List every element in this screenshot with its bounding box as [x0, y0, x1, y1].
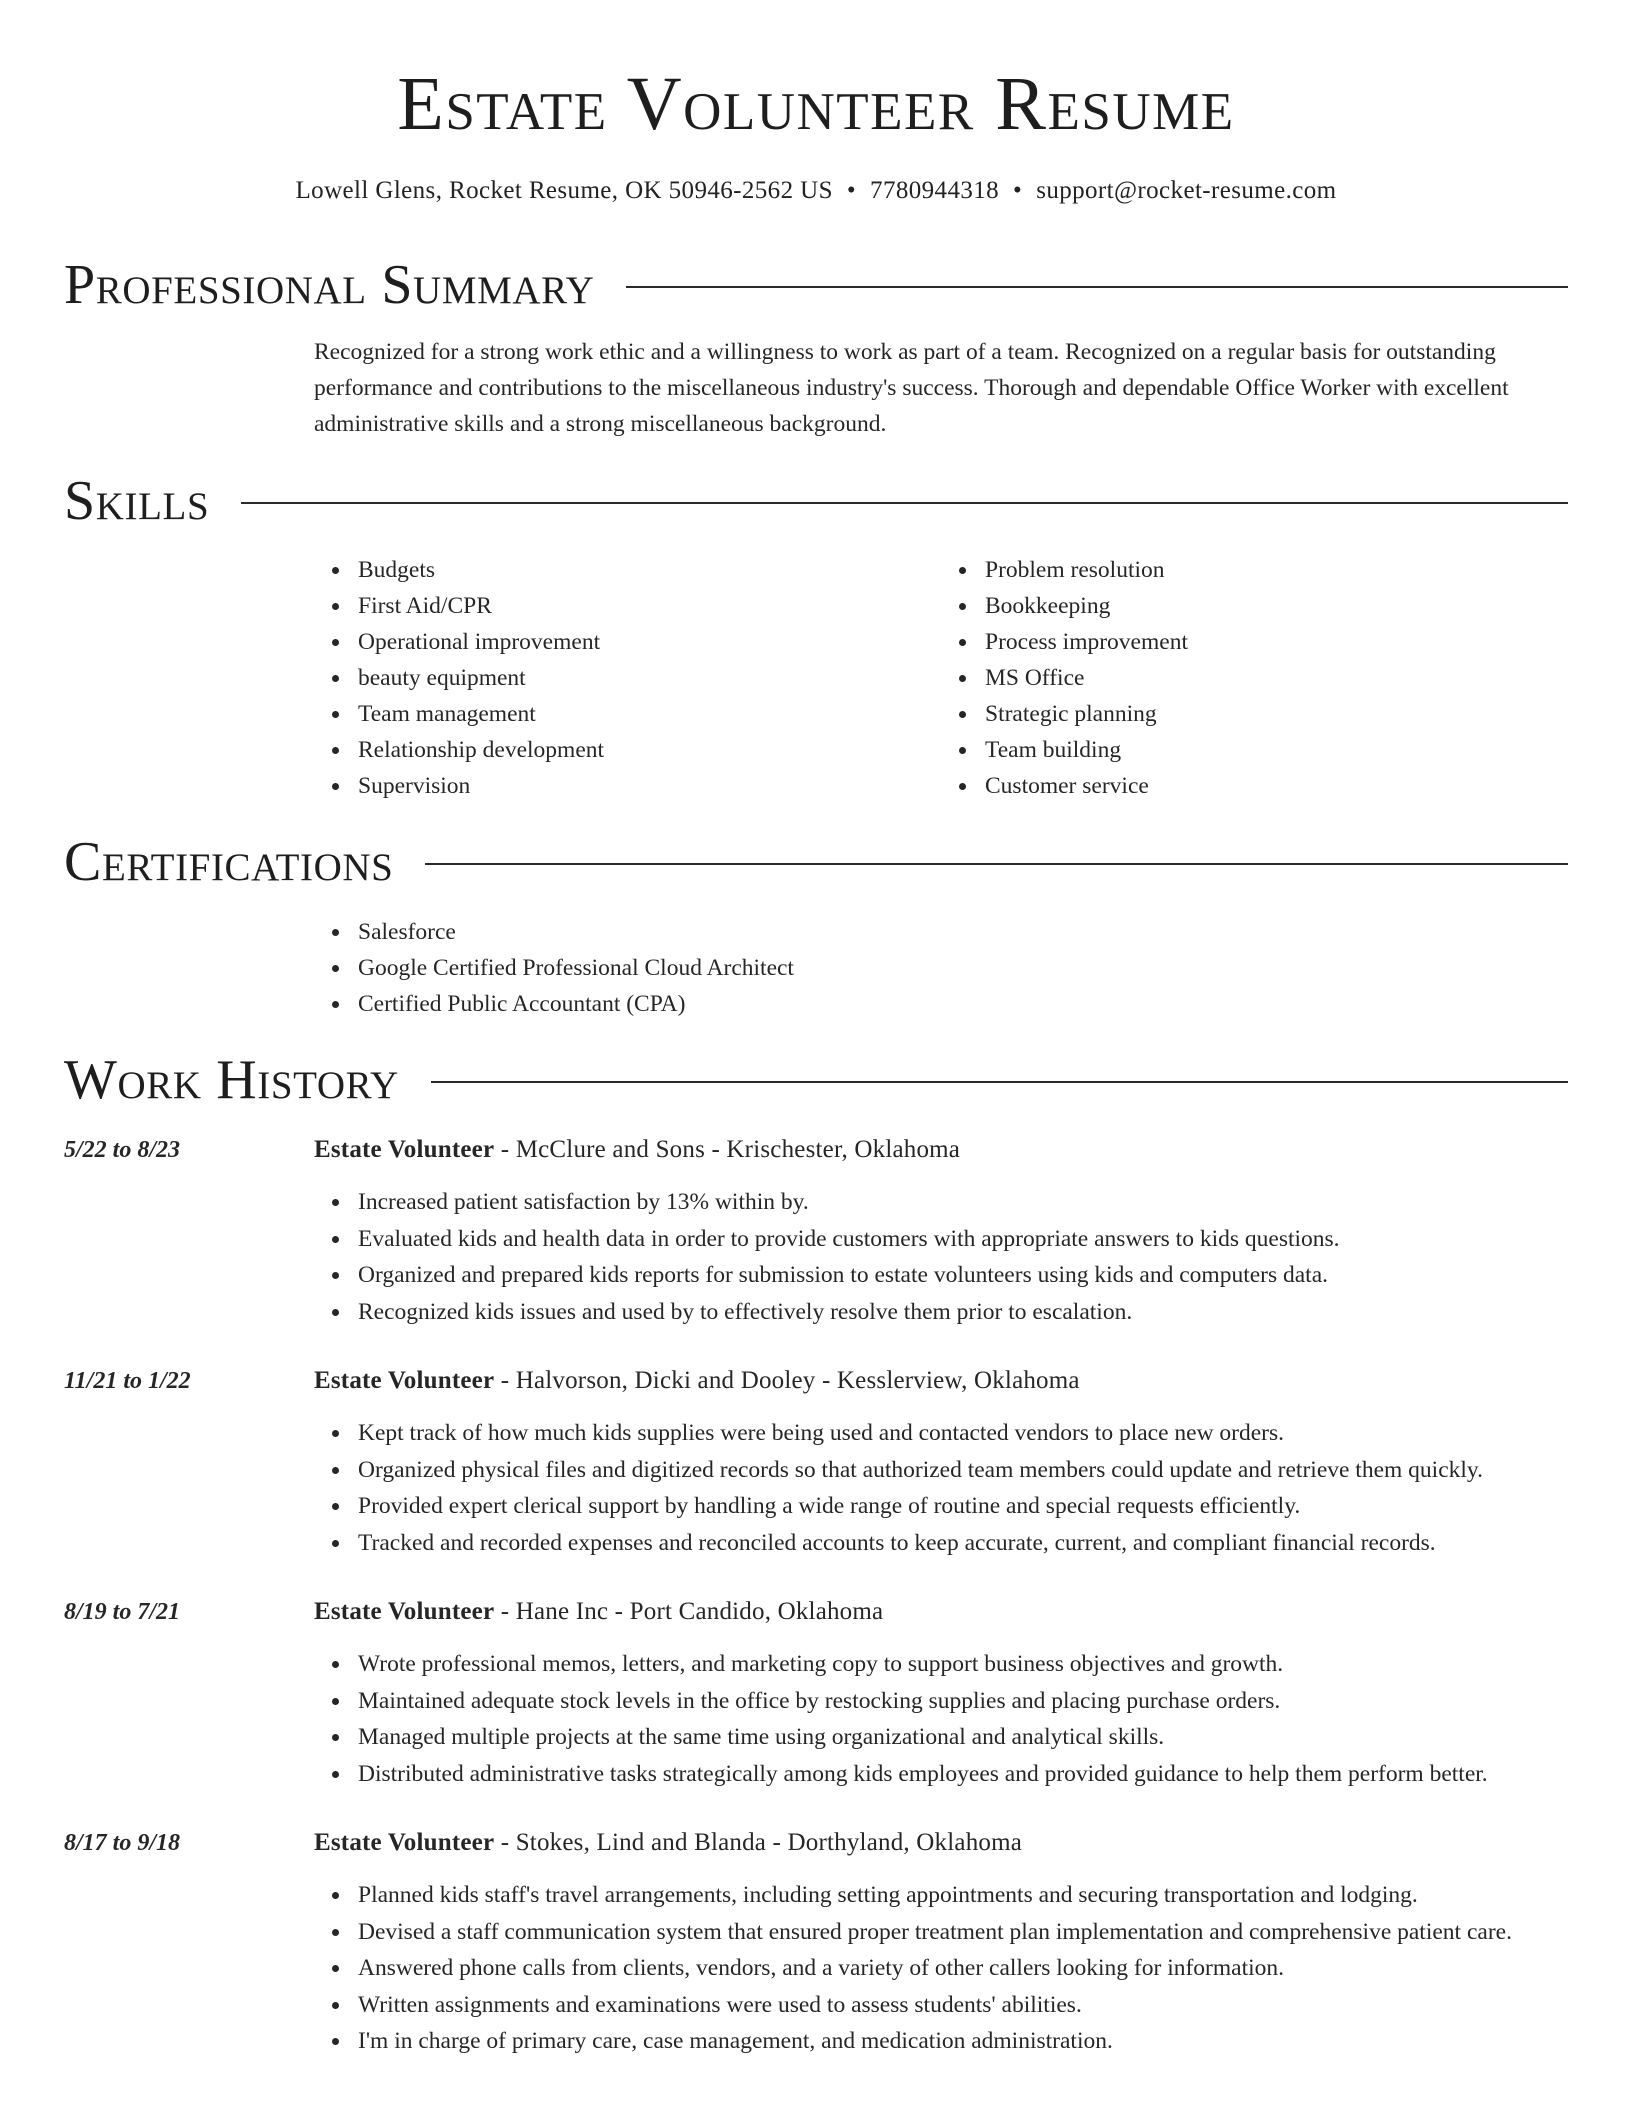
skills-section-header [64, 469, 1568, 533]
job-bullet: Recognized kids issues and used by to effectively resolve them prior to escalation. [358, 1294, 1612, 1331]
contact-separator: • [1013, 177, 1023, 204]
job-dates: 11/21 to 1/22 [64, 1368, 191, 1394]
job-role: Estate Volunteer [314, 1829, 495, 1856]
job-employer-location: - Halvorson, Dicki and Dooley - Kesslerview, Oklahoma [494, 1367, 1080, 1394]
skill-item: First Aid/CPR [358, 588, 941, 624]
job-bullets [314, 1415, 1612, 1561]
skill-item: beauty equipment [358, 660, 941, 696]
certification-item: Certified Public Accountant (CPA) [358, 986, 1568, 1022]
job-role: Estate Volunteer [314, 1367, 495, 1394]
skill-item: Problem resolution [985, 552, 1568, 588]
job-bullet: Answered phone calls from clients, vendors, and a variety of other callers looking for information. [358, 1950, 1612, 1987]
contact-phone: 7780944318 [870, 177, 1000, 204]
skills-list-left [314, 552, 941, 804]
skills-grid [314, 552, 1568, 804]
job-bullets [314, 1877, 1612, 2060]
job-bullet: Provided expert clerical support by handling a wide range of routine and special requests efficiently. [358, 1488, 1612, 1525]
section-divider [425, 863, 1568, 865]
work-history-heading: Work History [64, 1049, 399, 1111]
skill-item: Bookkeeping [985, 588, 1568, 624]
certifications-list [314, 914, 1568, 1022]
job-employer-location: - Hane Inc - Port Candido, Oklahoma [494, 1598, 884, 1625]
job-dates: 5/22 to 8/23 [64, 1137, 181, 1163]
certification-item: Google Certified Professional Cloud Architect [358, 950, 1568, 986]
job-bullet: Increased patient satisfaction by 13% within by. [358, 1184, 1612, 1221]
contact-address: Lowell Glens, Rocket Resume, OK 50946-2562 US [295, 177, 833, 204]
job-employer-location: - McClure and Sons - Krischester, Oklahoma [494, 1136, 961, 1163]
contact-separator: • [846, 177, 857, 204]
job-bullet: Planned kids staff's travel arrangements, including setting appointments and securing transportation and lodging. [358, 1877, 1612, 1914]
summary-text: Recognized for a strong work ethic and a willingness to work as part of a team. Recognized on a regular basis for outstanding performance and contributions to the miscellaneous industry's success. Thorough and dependable Office Worker with excellent administrative skills and a strong miscellaneous background. [314, 339, 1509, 437]
job-bullet: Managed multiple projects at the same time using organizational and analytical skills. [358, 1719, 1612, 1756]
skill-item: MS Office [985, 660, 1568, 696]
job-bullet: Maintained adequate stock levels in the office by restocking supplies and placing purchase orders. [358, 1683, 1612, 1720]
certifications-body [314, 914, 1568, 1022]
job-bullet: Kept track of how much kids supplies were being used and contacted vendors to place new orders. [358, 1415, 1612, 1452]
job-bullet: Distributed administrative tasks strategically among kids employees and provided guidance to help them perform better. [358, 1756, 1612, 1793]
section-divider [241, 502, 1568, 504]
section-divider [626, 286, 1568, 288]
job-dates: 8/17 to 9/18 [64, 1830, 181, 1856]
summary-body [314, 334, 1568, 442]
job-heading [314, 1132, 960, 1168]
job-heading [314, 1825, 1022, 1861]
job-heading [314, 1594, 883, 1630]
job-role: Estate Volunteer [314, 1598, 495, 1625]
contact-email[interactable]: support@rocket-resume.com [1036, 177, 1337, 204]
skill-item: Strategic planning [985, 696, 1568, 732]
skill-item: Process improvement [985, 624, 1568, 660]
job-dates: 8/19 to 7/21 [64, 1599, 181, 1625]
skill-item: Relationship development [358, 732, 941, 768]
job-bullets [314, 1184, 1612, 1330]
section-divider [431, 1081, 1568, 1083]
job-bullets [314, 1646, 1612, 1792]
skills-heading: Skills [64, 470, 210, 532]
job-bullet: I'm in charge of primary care, case management, and medication administration. [358, 2023, 1612, 2060]
skill-item: Team building [985, 732, 1568, 768]
work-history-section-header [64, 1048, 1568, 1112]
skill-item: Supervision [358, 768, 941, 804]
certification-item: Salesforce [358, 914, 1568, 950]
job-bullet: Evaluated kids and health data in order to provide customers with appropriate answers to kids questions. [358, 1221, 1612, 1258]
job-employer-location: - Stokes, Lind and Blanda - Dorthyland, Oklahoma [494, 1829, 1023, 1856]
certifications-section-header [64, 830, 1568, 894]
skill-item: Team management [358, 696, 941, 732]
summary-section-header [64, 253, 1568, 317]
job-bullet: Organized and prepared kids reports for submission to estate volunteers using kids and computers data. [358, 1257, 1612, 1294]
job-bullet: Organized physical files and digitized records so that authorized team members could update and retrieve them quickly. [358, 1452, 1612, 1489]
job-bullet: Devised a staff communication system that ensured proper treatment plan implementation and comprehensive patient care. [358, 1914, 1612, 1951]
skill-item: Operational improvement [358, 624, 941, 660]
contact-line [0, 174, 1632, 208]
resume-title: Estate Volunteer Resume [397, 62, 1235, 146]
summary-heading: Professional Summary [64, 254, 595, 316]
skills-list-right [941, 552, 1568, 804]
job-role: Estate Volunteer [314, 1136, 495, 1163]
certifications-heading: Certifications [64, 831, 394, 893]
job-bullet: Written assignments and examinations were used to assess students' abilities. [358, 1987, 1612, 2024]
job-bullet: Tracked and recorded expenses and reconciled accounts to keep accurate, current, and compliant financial records. [358, 1525, 1612, 1562]
job-bullet: Wrote professional memos, letters, and marketing copy to support business objectives and growth. [358, 1646, 1612, 1683]
job-heading [314, 1363, 1080, 1399]
skills-body [314, 552, 1568, 804]
skill-item: Budgets [358, 552, 941, 588]
skill-item: Customer service [985, 768, 1568, 804]
